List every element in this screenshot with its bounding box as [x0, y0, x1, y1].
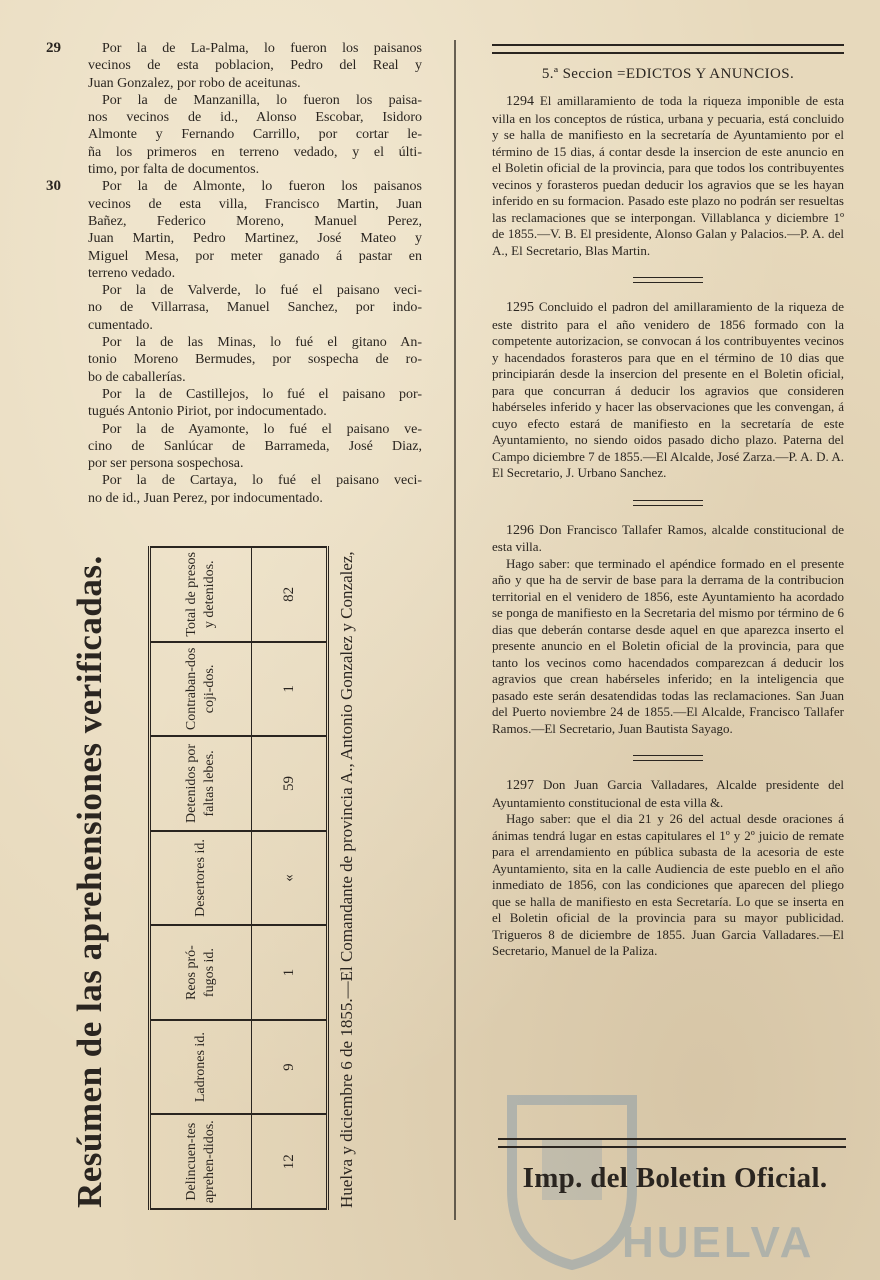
entry-line: no de Villarrasa, Manuel Sanchez, por indo-	[88, 300, 422, 316]
notice-text: Don Juan Garcia Valladares, Alcalde presidente del Ayuntamiento constitucional de esta villa &.	[492, 777, 844, 810]
entry-line: Por la de Castillejos, lo fué el paisano por-	[102, 386, 422, 402]
summary-signature: Huelva y diciembre 6 de 1855.—El Comandante de provincia A., Antonio Gonzalez y Conzalez,	[337, 551, 356, 1208]
entry-line: no de id., Juan Perez, por indocumentado.	[88, 490, 323, 506]
entry-number: 30	[46, 178, 61, 195]
summary-header-cell: Total de presos y detenidos.	[150, 547, 252, 642]
summary-header-cell: Reos pró-fugos id.	[150, 925, 252, 1020]
imprint-rule	[498, 1138, 846, 1148]
stamp-text: HUELVA	[622, 1218, 815, 1267]
entry-line: Miguel Mesa, por meter ganado á pastar en	[88, 248, 422, 264]
entry-line: timo, por falta de documentos.	[88, 162, 260, 178]
summary-value-cell: 82	[252, 547, 328, 642]
summary-value-cell: 12	[252, 1114, 328, 1209]
entry-line: Por la de Almonte, lo fueron los paisanos	[102, 179, 422, 195]
summary-title: Resúmen de las aprehensiones verificadas.	[70, 555, 109, 1208]
notices-list	[492, 93, 844, 960]
entry-line: tonio Moreno Bermudes, por sospecha de ro-	[88, 352, 422, 368]
entry-line: terreno vedado.	[88, 265, 176, 281]
arrest-entry	[88, 421, 422, 473]
summary-header-cell: Contraban-dos coji-dos.	[150, 642, 252, 737]
summary-value-cell: 9	[252, 1020, 328, 1115]
summary-value-cell: 1	[252, 925, 328, 1020]
entry-line: nos vecinos de id., Alonso Escobar, Isidoro	[88, 110, 422, 126]
entry-line: Por la de Ayamonte, lo fué el paisano ve-	[102, 421, 422, 437]
summary-value-cell: «	[252, 831, 328, 926]
notice-number: 1297	[506, 778, 534, 793]
entry-line: por ser persona sospechosa.	[88, 456, 244, 472]
entry-line: Juan Gonzalez, por robo de aceitunas.	[88, 75, 301, 91]
arrest-entry	[88, 472, 422, 507]
entry-line: Por la de La-Palma, lo fueron los paisanos	[102, 41, 422, 56]
entry-line: ña los primeros en terreno vedado, y el últi-	[88, 144, 422, 160]
notice-text: El amillaramiento de toda la riqueza imponible de esta villa en los conceptos de rústica, urbana y pecuaria, está concluido y se halla de manifiesto en la secretaría de Ayuntamiento por el término de 15 dias, á contar desde la insercion de este anuncio en el Boletin oficial de la provincia, para que todos los contribuyentes vecinos y forasteros puedan deducir los agravios que se les hayan inferido en su formacion. Pasado este plazo no podrán ser resueltas las reclamaciones que se interpongan. Villablanca y diciembre 1º de 1855.—V. B. El presidente, Alonso Galan y Palacios.—P. A. del A., El Secretario, Blas Martin.	[492, 93, 844, 258]
summary-header-cell: Detenidos por faltas lebes.	[150, 736, 252, 831]
summary-block	[60, 540, 420, 1220]
summary-value-cell: 1	[252, 642, 328, 737]
entry-line: Juan Martin, Pedro Martinez, José Mateo y	[88, 231, 422, 247]
column-divider	[454, 40, 456, 1220]
section-title: 5.ª Seccion =EDICTOS Y ANUNCIOS.	[541, 66, 795, 82]
notice-text: Concluido el padron del amillaramiento de la riqueza de este distrito para el año venidero de 1856 formado con la competente autorizacion, se convocan á los contribuyentes vecinos y hacendados forasteros para que en el término de 10 dias que principiarán desde la insercion del presente en el Boletin oficial, para que concurran á deducir los agravios que consideren habérseles inferido y hacer las observaciones que les convengan, á cuyo efecto estará de manifiesto en la secretaría de este Ayuntamiento, no siendo oidos pasado dicho plazo. Paterna del Campo diciembre 7 de 1855.—El Alcalde, José Zarza.—P. A. D. A. El Secretario, J. Urbano Sanchez.	[492, 299, 844, 480]
entry-line: Por la de Valverde, lo fué el paisano veci-	[102, 283, 422, 299]
notice-number: 1295	[506, 300, 534, 315]
top-rule	[492, 44, 844, 54]
notice-text: Don Francisco Tallafer Ramos, alcalde constitucional de esta villa.	[492, 521, 844, 554]
arrest-entries	[46, 40, 422, 507]
summary-table	[148, 546, 329, 1210]
arrest-entry	[46, 40, 422, 92]
summary-header-cell: Desertores id.	[150, 831, 252, 926]
imprint: Imp. del Boletin Oficial.	[522, 1162, 828, 1194]
notice-number: 1296	[506, 522, 534, 538]
arrest-entry	[88, 282, 422, 334]
summary-header-cell: Ladrones id.	[150, 1020, 252, 1115]
entry-line: Por la de Cartaya, lo fué el paisano veci-	[102, 473, 422, 489]
summary-header-row	[150, 547, 252, 1209]
summary-rotated	[60, 540, 420, 1220]
entry-line: vecinos de esta poblacion, Pedro del Real y	[88, 58, 422, 74]
notice	[492, 777, 844, 960]
notice-separator	[633, 755, 703, 761]
entry-line: tugués Antonio Piriot, por indocumentado.	[88, 404, 327, 420]
entry-line: Bañez, Federico Moreno, Manuel Perez,	[88, 213, 422, 229]
arrest-entry	[46, 178, 422, 282]
notice-body: Hago saber: que terminado el apéndice formado en el presente año y que ha de servir de base para la derrama de la contribucion territorial en el venidero de 1856, este Ayuntamiento ha acordado se ponga de manifiesto en la Secretaria del mismo por término de 6 dias que deberán contarse desde aquel en que aparezca inserto el presente anuncio en el Boletin oficial de la provincia, para que tanto los vecinos como hacendados comparezcan á deducir los agravios que crean habérseles inferido; en la inteligencia que pasado este serán desatendidas todas las reclamaciones. San Juan del Puerto noviembre 24 de 1855.—El Alcalde, Francisco Tallafer Ramos.—El Secretario, Juan Bautista Sayago.	[492, 555, 844, 736]
entry-line: cino de Sanlúcar de Barrameda, José Diaz,	[88, 438, 422, 454]
notice	[492, 299, 844, 482]
entry-number: 29	[46, 40, 61, 56]
arrest-entry	[88, 386, 422, 421]
right-column	[492, 44, 844, 960]
notice	[492, 93, 844, 259]
notice	[492, 522, 844, 738]
arrest-entry	[88, 92, 422, 178]
entry-line: Almonte y Fernando Carrillo, por cortar le-	[88, 127, 422, 143]
left-column	[46, 40, 422, 507]
summary-value-row	[252, 547, 328, 1209]
entry-line: Por la de las Minas, lo fué el gitano An-	[102, 335, 422, 351]
entry-line: bo de caballerías.	[88, 369, 186, 385]
summary-header-cell: Delincuen-tes aprehen-didos.	[150, 1114, 252, 1209]
entry-line: cumentado.	[88, 317, 153, 333]
notice-body: Hago saber: que el dia 21 y 26 del actual desde oraciones á ánimas tendrá lugar en estas capitulares el 1º y 2º juicio de remate para el arrendamiento en pública subasta de la acesoria de este Ayuntamiento, sita en la calle Audiencia de este pueblo en el año inmediato de 1856, con las condiciones que aparecen del pliego que se halla de manifiesto en esta Secretaría. Lo que se inserta en el Boletin oficial de la provincia para su mayor publicidad. Trigueros 8 de diciembre de 1855. Juan Garcia Valladares.—El Secretario, Manuel de la Paliza.	[492, 811, 844, 958]
arrest-entry	[88, 334, 422, 386]
entry-line: Por la de Manzanilla, lo fueron los paisa-	[102, 92, 422, 108]
notice-number: 1294	[506, 94, 534, 109]
summary-value-cell: 59	[252, 736, 328, 831]
notice-separator	[633, 500, 703, 506]
entry-line: vecinos de esta villa, Francisco Martin, Juan	[88, 196, 422, 212]
notice-separator	[633, 277, 703, 283]
